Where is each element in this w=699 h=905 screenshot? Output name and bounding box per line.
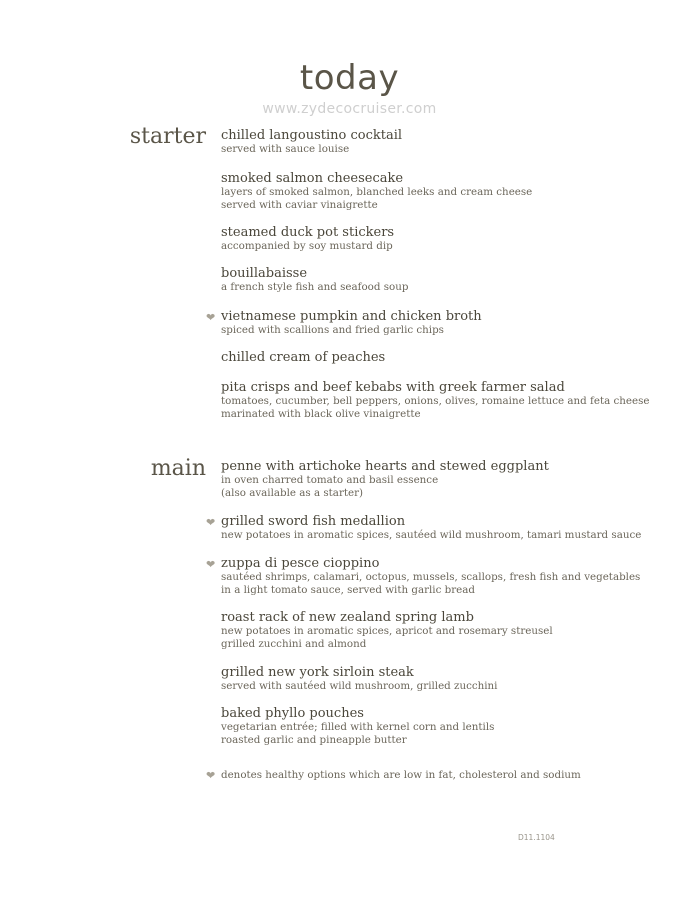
menu-item bbox=[221, 556, 691, 596]
menu-item-description: served with sauce louise bbox=[221, 143, 350, 155]
heart-icon: ❤ bbox=[206, 558, 216, 571]
menu-item-description: served with caviar vinaigrette bbox=[221, 198, 378, 211]
menu-item bbox=[221, 309, 691, 337]
menu-item bbox=[221, 459, 691, 499]
menu-item-name: grilled new york sirloin steak bbox=[221, 665, 414, 680]
menu-item-name: bouillabaisse bbox=[221, 266, 308, 281]
menu-item bbox=[221, 665, 691, 693]
heart-icon: ❤ bbox=[206, 769, 216, 782]
menu-item-description: new potatoes in aromatic spices, sautéed wild mushroom, tamari mustard sauce bbox=[221, 529, 642, 541]
menu-item-name: pita crisps and beef kebabs with greek farmer salad bbox=[221, 380, 565, 395]
menu-item-description: sautéed shrimps, calamari, octopus, mussels, scallops, fresh fish and vegetables bbox=[221, 571, 641, 583]
menu-item-description: marinated with black olive vinaigrette bbox=[221, 407, 421, 420]
menu-item-description: served with sautéed wild mushroom, grilled zucchini bbox=[221, 680, 498, 692]
legend-text: denotes healthy options which are low in fat, cholesterol and sodium bbox=[221, 769, 581, 781]
menu-item-description: vegetarian entrée; filled with kernel corn and lentils bbox=[221, 721, 495, 733]
menu-item-name: roast rack of new zealand spring lamb bbox=[221, 610, 474, 625]
menu-item-description: new potatoes in aromatic spices, apricot and rosemary streusel bbox=[221, 625, 553, 637]
watermark: www.zydecocruiser.com bbox=[262, 101, 437, 117]
section-label-starter: starter bbox=[129, 124, 206, 149]
menu-item-description: roasted garlic and pineapple butter bbox=[221, 733, 407, 746]
menu-item bbox=[221, 350, 691, 365]
menu-item-description: spiced with scallions and fried garlic chips bbox=[221, 324, 444, 336]
section-label-main: main bbox=[150, 456, 206, 481]
menu-title: today bbox=[299, 58, 400, 98]
page-code: D11.1104 bbox=[518, 833, 555, 842]
menu-item bbox=[221, 706, 691, 746]
menu-item-description: grilled zucchini and almond bbox=[221, 637, 367, 650]
menu-item-description: a french style fish and seafood soup bbox=[221, 281, 409, 293]
menu-item-description: (also available as a starter) bbox=[221, 486, 364, 499]
menu-item-description: tomatoes, cucumber, bell peppers, onions, olives, romaine lettuce and feta cheese bbox=[221, 395, 650, 407]
menu-item-description: accompanied by soy mustard dip bbox=[221, 240, 393, 252]
menu-item-name: zuppa di pesce cioppino bbox=[221, 556, 380, 571]
menu-item bbox=[221, 225, 691, 253]
heart-icon: ❤ bbox=[206, 516, 216, 529]
menu-item-name: penne with artichoke hearts and stewed eggplant bbox=[221, 459, 549, 474]
menu-item bbox=[221, 610, 691, 650]
menu-item-name: vietnamese pumpkin and chicken broth bbox=[221, 309, 482, 324]
menu-item-name: chilled langoustino cocktail bbox=[221, 128, 403, 143]
menu-item bbox=[221, 380, 691, 420]
menu-item-name: chilled cream of peaches bbox=[221, 350, 386, 365]
menu-item-description: in a light tomato sauce, served with garlic bread bbox=[221, 583, 475, 596]
menu-item bbox=[221, 266, 691, 294]
heart-icon: ❤ bbox=[206, 311, 216, 324]
menu-item bbox=[221, 514, 691, 542]
menu-item-description: layers of smoked salmon, blanched leeks and cream cheese bbox=[221, 186, 533, 198]
menu-item bbox=[221, 171, 691, 211]
menu-item bbox=[221, 128, 691, 156]
menu-item-description: in oven charred tomato and basil essence bbox=[221, 474, 439, 486]
menu-item-name: smoked salmon cheesecake bbox=[221, 171, 404, 186]
menu-item-name: steamed duck pot stickers bbox=[221, 225, 395, 240]
menu-item-name: grilled sword fish medallion bbox=[221, 514, 406, 529]
menu-item-name: baked phyllo pouches bbox=[221, 706, 364, 721]
